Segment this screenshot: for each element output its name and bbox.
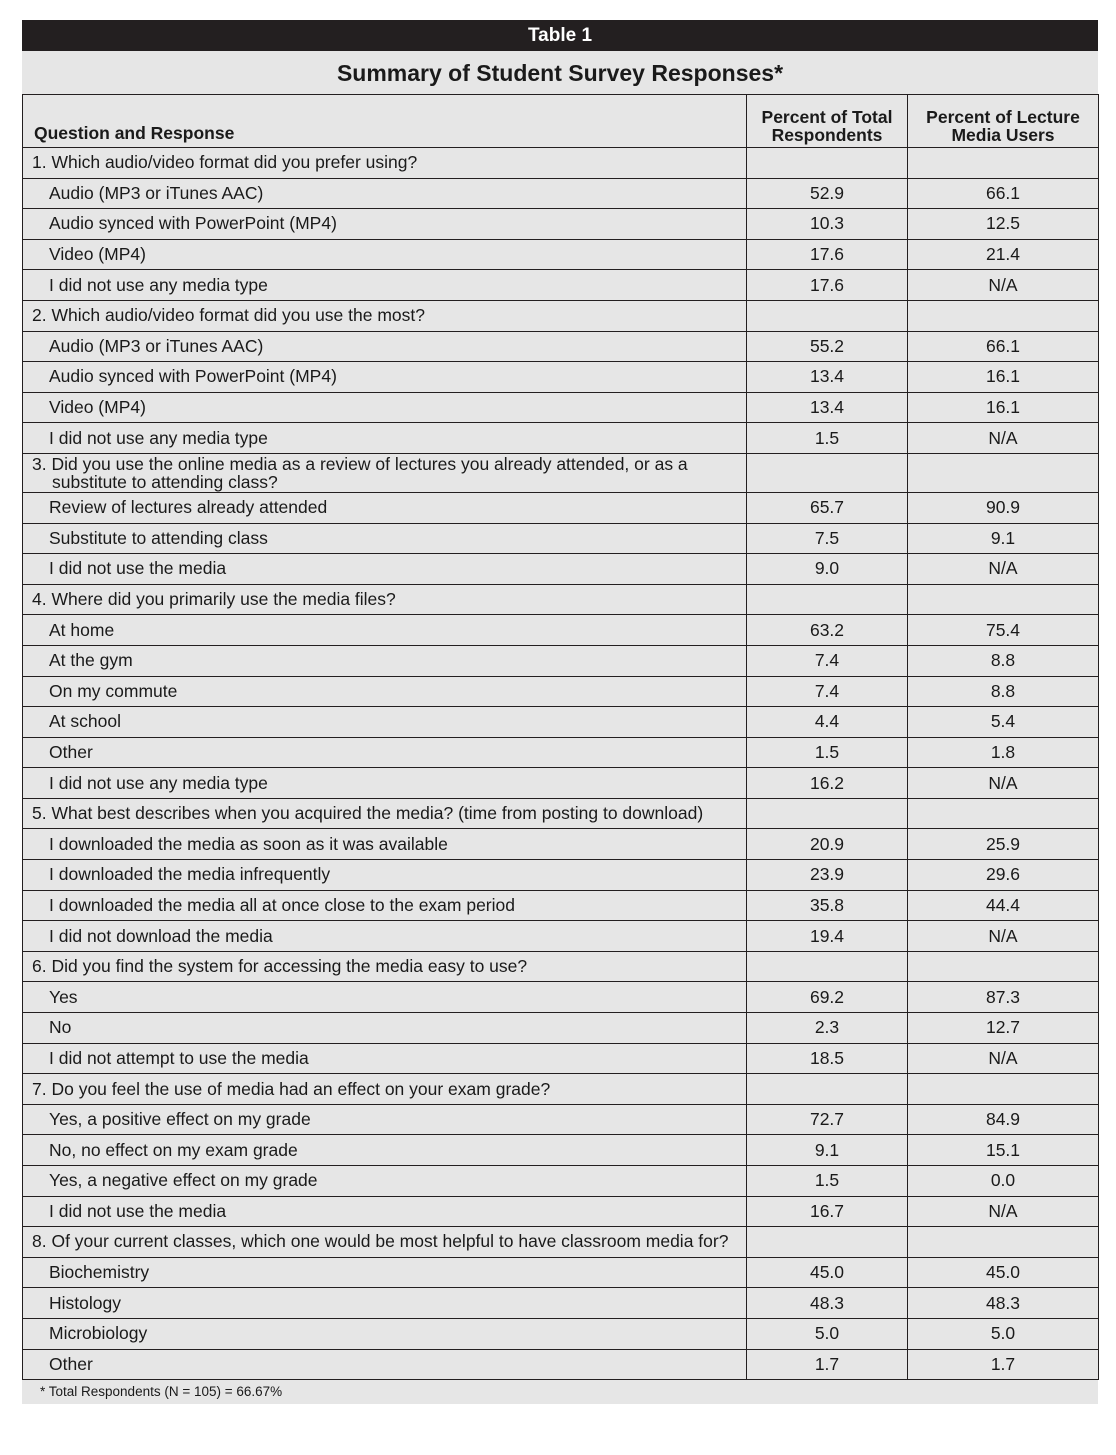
response-text: I did not use the media — [23, 1196, 747, 1227]
response-text: Review of lectures already attended — [23, 492, 747, 523]
response-text: Audio (MP3 or iTunes AAC) — [23, 331, 747, 362]
percent-total-cell: 9.0 — [747, 554, 908, 585]
header-percent-total-line2: Respondents — [771, 125, 883, 145]
percent-total-cell — [747, 1227, 908, 1258]
response-row — [23, 423, 1099, 454]
response-text: Yes, a positive effect on my grade — [23, 1104, 747, 1135]
percent-total-cell: 1.5 — [747, 423, 908, 454]
percent-total-cell: 52.9 — [747, 178, 908, 209]
header-percent-total-line1: Percent of Total — [761, 107, 893, 127]
percent-total-cell: 19.4 — [747, 921, 908, 952]
response-text: At school — [23, 707, 747, 738]
percent-total-cell: 13.4 — [747, 392, 908, 423]
percent-total-cell: 69.2 — [747, 982, 908, 1013]
response-row — [23, 1135, 1099, 1166]
response-row — [23, 1349, 1099, 1380]
response-text: I did not download the media — [23, 921, 747, 952]
percent-users-cell — [908, 453, 1099, 492]
percent-users-cell: N/A — [908, 1043, 1099, 1074]
response-row — [23, 239, 1099, 270]
response-row — [23, 645, 1099, 676]
response-text: No, no effect on my exam grade — [23, 1135, 747, 1166]
question-text: 4. Where did you primarily use the media files? — [23, 584, 747, 615]
header-percent-users-line1: Percent of Lecture — [926, 107, 1080, 127]
percent-users-cell: 0.0 — [908, 1166, 1099, 1197]
percent-total-cell: 1.5 — [747, 737, 908, 768]
percent-users-cell: 29.6 — [908, 860, 1099, 891]
percent-users-cell: N/A — [908, 921, 1099, 952]
response-row — [23, 1104, 1099, 1135]
response-text: Histology — [23, 1288, 747, 1319]
percent-users-cell: 66.1 — [908, 178, 1099, 209]
percent-total-cell: 16.7 — [747, 1196, 908, 1227]
question-row — [23, 951, 1099, 982]
response-row — [23, 492, 1099, 523]
percent-users-cell — [908, 148, 1099, 179]
percent-users-cell — [908, 798, 1099, 829]
question-text: 7. Do you feel the use of media had an effect on your exam grade? — [23, 1074, 747, 1105]
percent-total-cell: 63.2 — [747, 615, 908, 646]
percent-users-cell: 66.1 — [908, 331, 1099, 362]
percent-total-cell: 45.0 — [747, 1257, 908, 1288]
percent-total-cell: 9.1 — [747, 1135, 908, 1166]
question-text: 5. What best describes when you acquired the media? (time from posting to download) — [23, 798, 747, 829]
percent-users-cell — [908, 300, 1099, 331]
percent-users-cell: 5.4 — [908, 707, 1099, 738]
response-row — [23, 392, 1099, 423]
response-text: Other — [23, 737, 747, 768]
response-row — [23, 1013, 1099, 1044]
percent-users-cell: 25.9 — [908, 829, 1099, 860]
question-text-line2: substitute to attending class? — [52, 472, 278, 493]
percent-users-cell: N/A — [908, 554, 1099, 585]
response-text: Audio synced with PowerPoint (MP4) — [23, 209, 747, 240]
percent-total-cell: 5.0 — [747, 1318, 908, 1349]
percent-users-cell: N/A — [908, 1196, 1099, 1227]
percent-total-cell: 7.4 — [747, 645, 908, 676]
response-text: Video (MP4) — [23, 239, 747, 270]
response-text: No — [23, 1013, 747, 1044]
question-row — [23, 798, 1099, 829]
survey-table — [22, 94, 1099, 1380]
response-row — [23, 768, 1099, 799]
response-row — [23, 1257, 1099, 1288]
percent-users-cell: 87.3 — [908, 982, 1099, 1013]
response-text: At the gym — [23, 645, 747, 676]
percent-users-cell: 12.5 — [908, 209, 1099, 240]
response-text: Yes — [23, 982, 747, 1013]
response-row — [23, 860, 1099, 891]
percent-users-cell: 84.9 — [908, 1104, 1099, 1135]
percent-users-cell: 1.7 — [908, 1349, 1099, 1380]
percent-total-cell: 7.5 — [747, 523, 908, 554]
percent-users-cell: 44.4 — [908, 890, 1099, 921]
question-text: 2. Which audio/video format did you use the most? — [23, 300, 747, 331]
percent-total-cell: 17.6 — [747, 239, 908, 270]
response-row — [23, 209, 1099, 240]
response-row — [23, 362, 1099, 393]
percent-users-cell: 1.8 — [908, 737, 1099, 768]
question-text: 1. Which audio/video format did you prefer using? — [23, 148, 747, 179]
percent-users-cell: 75.4 — [908, 615, 1099, 646]
response-text: Microbiology — [23, 1318, 747, 1349]
question-row — [23, 1074, 1099, 1105]
percent-users-cell: 8.8 — [908, 645, 1099, 676]
response-row — [23, 921, 1099, 952]
table-title: Summary of Student Survey Responses* — [22, 51, 1098, 94]
header-percent-total — [747, 95, 908, 148]
percent-users-cell: 16.1 — [908, 362, 1099, 393]
table-label: Table 1 — [22, 20, 1098, 51]
percent-users-cell: 45.0 — [908, 1257, 1099, 1288]
response-text: Other — [23, 1349, 747, 1380]
percent-total-cell: 1.7 — [747, 1349, 908, 1380]
response-text: Biochemistry — [23, 1257, 747, 1288]
response-row — [23, 1288, 1099, 1319]
percent-users-cell: 90.9 — [908, 492, 1099, 523]
percent-total-cell: 17.6 — [747, 270, 908, 301]
percent-total-cell: 55.2 — [747, 331, 908, 362]
response-text: I did not use any media type — [23, 423, 747, 454]
response-text: I downloaded the media all at once close to the exam period — [23, 890, 747, 921]
response-row — [23, 178, 1099, 209]
response-text: At home — [23, 615, 747, 646]
response-row — [23, 1166, 1099, 1197]
percent-total-cell: 20.9 — [747, 829, 908, 860]
percent-users-cell: 5.0 — [908, 1318, 1099, 1349]
response-row — [23, 1318, 1099, 1349]
percent-total-cell: 1.5 — [747, 1166, 908, 1197]
percent-users-cell — [908, 951, 1099, 982]
percent-users-cell: N/A — [908, 768, 1099, 799]
percent-total-cell — [747, 300, 908, 331]
percent-total-cell: 13.4 — [747, 362, 908, 393]
percent-total-cell: 35.8 — [747, 890, 908, 921]
percent-total-cell: 2.3 — [747, 1013, 908, 1044]
percent-total-cell — [747, 584, 908, 615]
percent-users-cell: 16.1 — [908, 392, 1099, 423]
percent-total-cell: 10.3 — [747, 209, 908, 240]
question-text: 8. Of your current classes, which one would be most helpful to have classroom media for? — [23, 1227, 747, 1258]
percent-users-cell — [908, 1227, 1099, 1258]
question-text-line1: 3. Did you use the online media as a review of lectures you already attended, or as a — [32, 454, 688, 475]
header-question: Question and Response — [23, 95, 747, 148]
percent-total-cell: 23.9 — [747, 860, 908, 891]
response-text: Audio synced with PowerPoint (MP4) — [23, 362, 747, 393]
percent-users-cell: N/A — [908, 423, 1099, 454]
response-row — [23, 982, 1099, 1013]
response-text: I downloaded the media as soon as it was available — [23, 829, 747, 860]
header-percent-users — [908, 95, 1099, 148]
percent-users-cell: 12.7 — [908, 1013, 1099, 1044]
percent-users-cell: N/A — [908, 270, 1099, 301]
percent-total-cell: 18.5 — [747, 1043, 908, 1074]
survey-table-figure — [22, 20, 1098, 1404]
percent-total-cell — [747, 148, 908, 179]
response-row — [23, 707, 1099, 738]
table-footnote: * Total Respondents (N = 105) = 66.67% — [22, 1380, 1098, 1404]
percent-total-cell: 4.4 — [747, 707, 908, 738]
percent-total-cell — [747, 951, 908, 982]
percent-total-cell — [747, 453, 908, 492]
percent-users-cell: 8.8 — [908, 676, 1099, 707]
response-row — [23, 676, 1099, 707]
response-row — [23, 890, 1099, 921]
percent-total-cell: 48.3 — [747, 1288, 908, 1319]
response-text: I did not attempt to use the media — [23, 1043, 747, 1074]
question-text — [23, 453, 747, 492]
table-body — [23, 148, 1099, 1380]
percent-total-cell: 7.4 — [747, 676, 908, 707]
question-row — [23, 584, 1099, 615]
response-row — [23, 554, 1099, 585]
header-percent-users-line2: Media Users — [951, 125, 1055, 145]
percent-total-cell — [747, 1074, 908, 1105]
response-text: Video (MP4) — [23, 392, 747, 423]
percent-users-cell: 48.3 — [908, 1288, 1099, 1319]
response-text: I did not use any media type — [23, 768, 747, 799]
percent-users-cell: 15.1 — [908, 1135, 1099, 1166]
percent-total-cell: 16.2 — [747, 768, 908, 799]
response-text: Yes, a negative effect on my grade — [23, 1166, 747, 1197]
header-row — [23, 95, 1099, 148]
percent-total-cell: 72.7 — [747, 1104, 908, 1135]
percent-users-cell: 21.4 — [908, 239, 1099, 270]
response-row — [23, 331, 1099, 362]
percent-total-cell — [747, 798, 908, 829]
response-row — [23, 615, 1099, 646]
response-row — [23, 270, 1099, 301]
percent-total-cell: 65.7 — [747, 492, 908, 523]
question-text: 6. Did you find the system for accessing the media easy to use? — [23, 951, 747, 982]
response-text: I did not use the media — [23, 554, 747, 585]
response-row — [23, 1043, 1099, 1074]
percent-users-cell — [908, 1074, 1099, 1105]
question-row — [23, 453, 1099, 492]
response-row — [23, 523, 1099, 554]
percent-users-cell — [908, 584, 1099, 615]
question-row — [23, 1227, 1099, 1258]
question-row — [23, 300, 1099, 331]
response-row — [23, 1196, 1099, 1227]
question-row — [23, 148, 1099, 179]
response-text: Substitute to attending class — [23, 523, 747, 554]
response-row — [23, 737, 1099, 768]
response-text: Audio (MP3 or iTunes AAC) — [23, 178, 747, 209]
response-text: I downloaded the media infrequently — [23, 860, 747, 891]
response-text: I did not use any media type — [23, 270, 747, 301]
percent-users-cell: 9.1 — [908, 523, 1099, 554]
response-text: On my commute — [23, 676, 747, 707]
response-row — [23, 829, 1099, 860]
